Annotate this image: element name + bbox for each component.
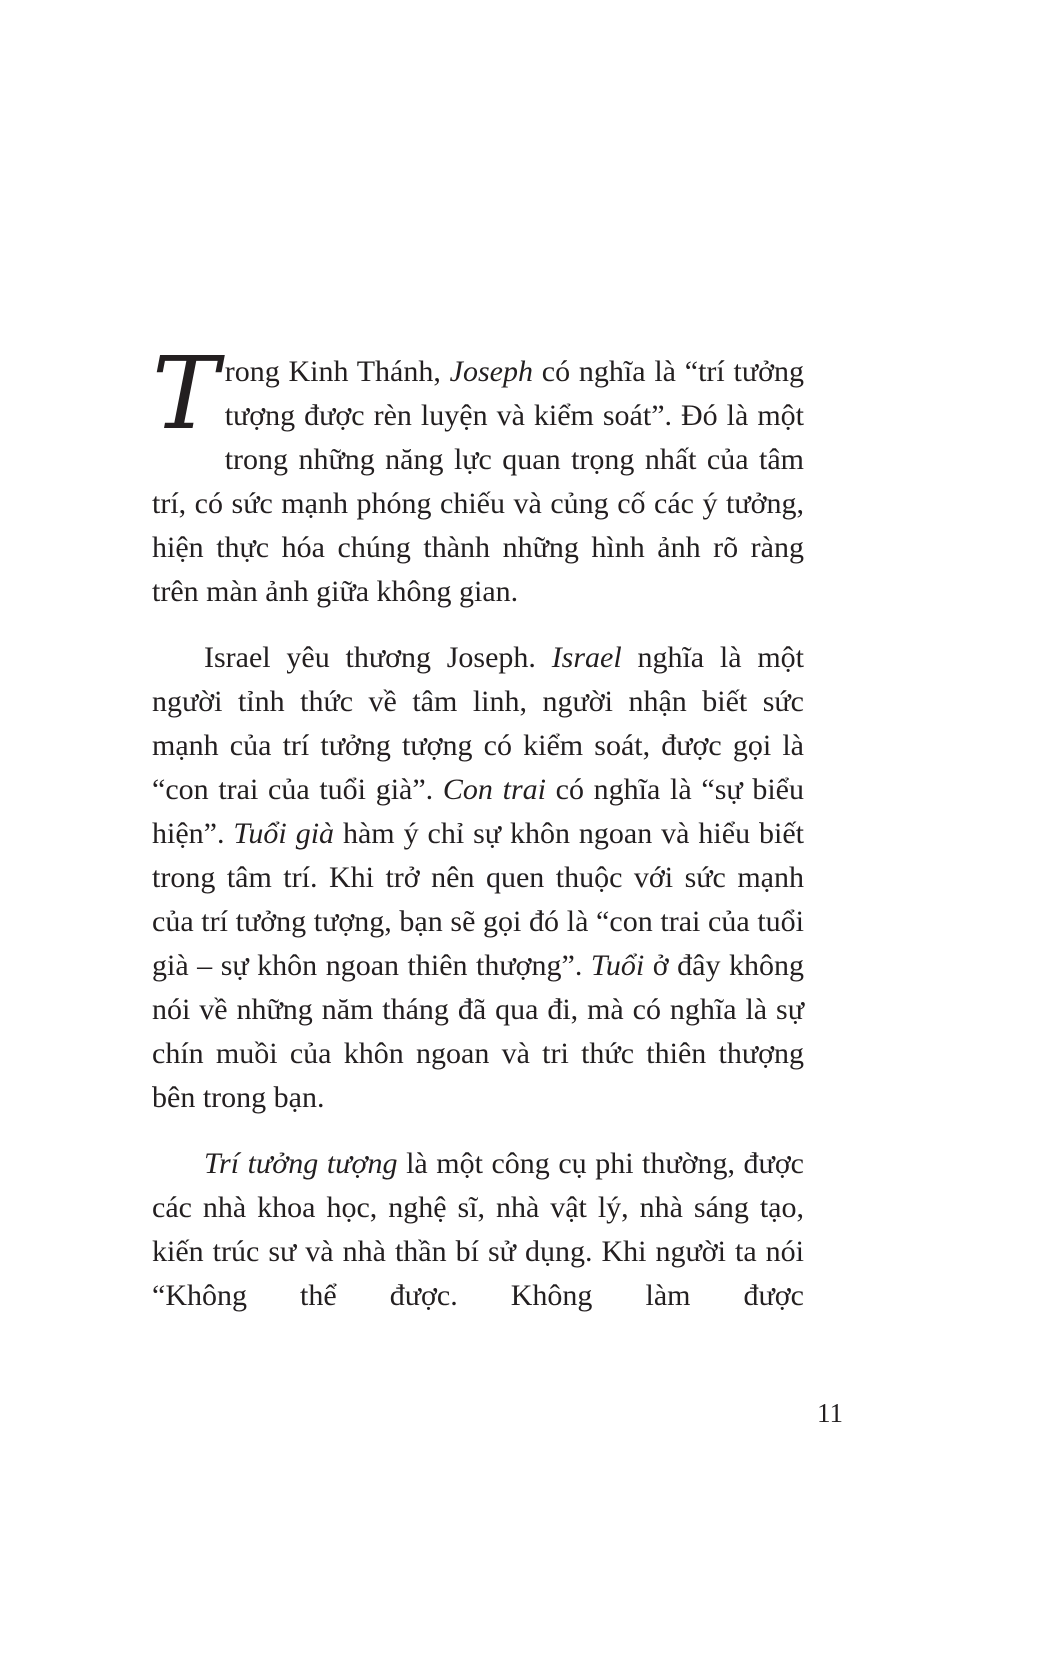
paragraph-1 [152, 335, 804, 614]
text-run: có nghĩa là “sự biểu hiện”. [152, 773, 804, 850]
text-run: nghĩa là một người tỉnh thức về tâm linh, người nhận biết sức mạnh của trí tưởng tượng có kiểm soát, được gọi là “con trai của tuổi già”. [152, 641, 804, 806]
page-number: 11 [817, 1398, 843, 1428]
body-text [152, 335, 804, 1340]
italic-term: Trí tưởng tượng [204, 1147, 398, 1180]
paragraph-2 [152, 636, 804, 1120]
text-run: rong Kinh Thánh, [224, 355, 450, 388]
italic-term: Tuổi [590, 949, 645, 982]
text-run: Israel yêu thương Joseph. [204, 641, 552, 674]
italic-term: Joseph [449, 355, 533, 388]
paragraph-3 [152, 1142, 804, 1318]
italic-term: Israel [551, 641, 622, 674]
text-run: ở đây không nói về những năm tháng đã qua đi, mà có nghĩa là sự chín muồi của khôn ngoan và tri thức thiên thượng bên trong bạn. [152, 949, 804, 1114]
text-run: là một công cụ phi thường, được các nhà khoa học, nghệ sĩ, nhà vật lý, nhà sáng tạo, kiến trúc sư và nhà thần bí sử dụng. Khi người ta nói “Không thể được. Không làm được [152, 1147, 804, 1312]
italic-term: Con trai [442, 773, 546, 806]
italic-term: Tuổi già [233, 817, 335, 850]
text-run: hàm ý chỉ sự khôn ngoan và hiểu biết trong tâm trí. Khi trở nên quen thuộc với sức mạnh của trí tưởng tượng, bạn sẽ gọi đó là “con trai của tuổi già – sự khôn ngoan thiên thượng”. [152, 817, 804, 982]
drop-cap: T [152, 335, 219, 452]
text-run: có nghĩa là “trí tưởng tượng được rèn luyện và kiểm soát”. Đó là một trong những năng lực quan trọng nhất của tâm trí, có sức mạnh phóng chiếu và củng cố các ý tưởng, hiện thực hóa chúng thành những hình ảnh rõ ràng trên màn ảnh giữa không gian. [152, 355, 804, 608]
